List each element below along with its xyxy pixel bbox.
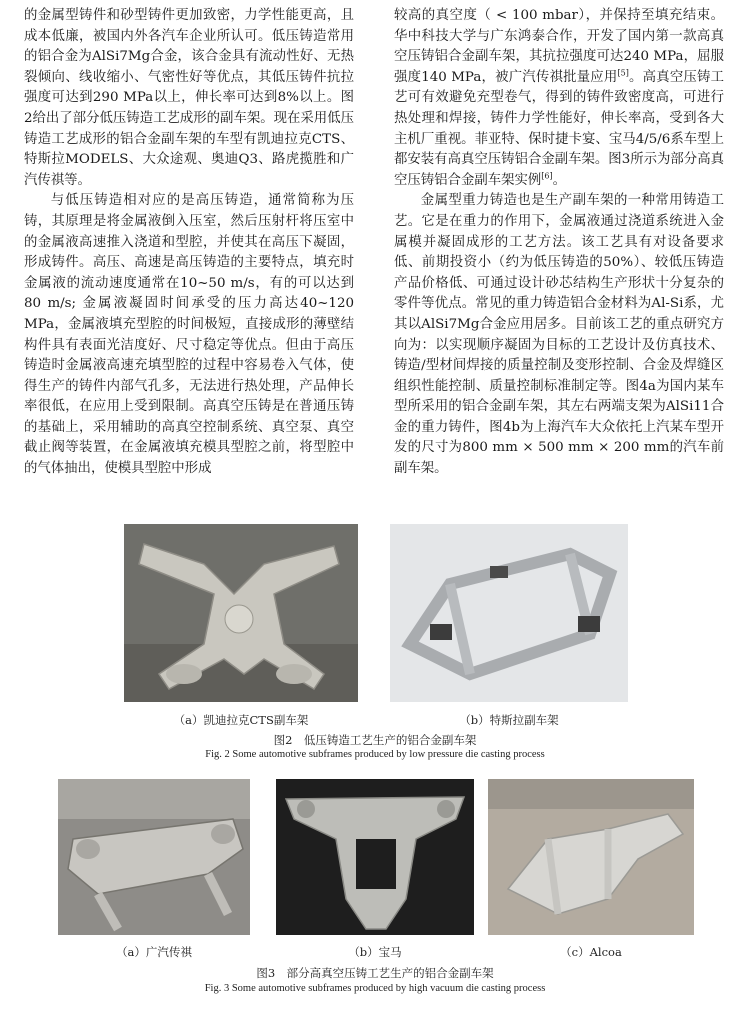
figure2b-photo: [390, 524, 628, 702]
citation-ref: [6]: [541, 171, 553, 181]
paragraph-text: 较高的真空度（ < 100 mbar），并保持至填充结束。华中科技大学与广东鸿泰合作，开发了国内第一款高真空压铸铝合金副车架，其抗拉强度可达240 MPa，屈服强度140 MPa，被广汽传祺批量应用: [394, 8, 724, 85]
paragraph-text: 。高真空压铸工艺可有效避免充型卷气，得到的铸件致密度高，可进行热处理和焊接，铸件力学性能好，伸长率高，受到各大主机厂重视。菲亚特、保时捷卡宴、宝马4/5/6系车型上都安装有高真空压铸铝合金副车架。图3所示为部分高真空压铸铝合金副车架实例: [394, 69, 724, 188]
tesla-subframe-image: [390, 524, 628, 702]
paragraph-text: 金属型重力铸造也是生产副车架的一种常用铸造工艺。它是在重力的作用下，金属液通过浇道系统进入金属模并凝固成形的工艺方法。该工艺具有对设备要求低、前期投资小（约为低压铸造的50%）、较低压铸造产品价格低、可通过设计砂芯结构生产形状十分复杂的零件等优点。常见的重力铸造铝合金材料为Al-Si系，尤其以AlSi7Mg合金应用居多。目前该工艺的重点研究方向为：以实现顺序凝固为目标的工艺设计及仿真技术、铸造/型材间焊接的质量控制及变形控制、合金及焊缝区组织性能控制、质量控制标准制定等。图4a为国内某车型所采用的铝合金副车架，其左右两端支架为AlSi11合金的重力铸件，图4b为上海汽车大众依托上汽某车型开发的尺寸为800 mm × 500 mm × 200 mm的汽车前副车架。: [394, 193, 724, 477]
figure2-caption-cn: 图2 低压铸造工艺生产的铝合金副车架: [273, 733, 477, 747]
gac-trumpchi-subframe-image: [58, 779, 250, 935]
left-text-column: [24, 6, 354, 480]
cadillac-cts-subframe-image: [124, 524, 358, 702]
paragraph: [394, 6, 724, 191]
paragraph: 与低压铸造相对应的是高压铸造，通常简称为压铸，其原理是将金属液倒入压室，然后压射杆将压室中的金属液高速推入浇道和型腔，并使其在高压下凝固，形成铸件。高压、高速是高压铸造的主要特点，填充时金属液的流动速度通常在10~50 m/s，有的可以达到80 m/s; 金属液凝固时间承受的压力高达40~120 MPa，金属液填充型腔的时间极短，直接成形的薄壁结构件具有表面光洁度好、尺寸稳定等优点。但由于高压铸造时金属液高速充填型腔的过程中容易卷入气体，使得生产的铸件内部气孔多，无法进行热处理，产品伸长率很低，在应用上受到限制。高真空压铸是在普通压铸的基础上，采用辅助的高真空控制系统、真空泵、真空截止阀等装置，在金属液填充模具型腔之前，将型腔中的气体抽出，使模具型腔中形成: [24, 193, 354, 477]
figure3a-caption: （a）广汽传祺: [116, 945, 192, 959]
right-text-column: [394, 6, 724, 480]
citation-ref: [5]: [617, 68, 629, 78]
figure2a-photo: [124, 524, 358, 702]
figure2a-caption: （a）凯迪拉克CTS副车架: [173, 713, 309, 727]
figure3a-photo: [58, 779, 250, 935]
figure3b-caption: （b）宝马: [348, 945, 402, 959]
paragraph: 的金属型铸件和砂型铸件更加致密，力学性能更高，且成本低廉，被国内外各汽车企业所认可。低压铸造常用的铝合金为AlSi7Mg合金，该合金具有流动性好、无热裂倾向、线收缩小、气密性好等优点，其低压铸件抗拉强度可达到290 MPa以上，伸长率可达到8%以上。图2给出了部分低压铸造工艺成形的副车架。现在采用低压铸造工艺成形的铝合金副车架的车型有凯迪拉克CTS、特斯拉MODELS、大众途观、奥迪Q3、路虎揽胜和广汽传祺等。: [24, 8, 354, 188]
alcoa-subframe-image: [488, 779, 694, 935]
figure3c-caption: （c）Alcoa: [560, 945, 622, 959]
paragraph: [394, 191, 724, 479]
figure3b-photo: [276, 779, 474, 935]
figure3-caption-en: Fig. 3 Some automotive subframes produced by high vacuum die casting process: [204, 983, 546, 994]
figure3-caption-cn: 图3 部分高真空压铸工艺生产的铝合金副车架: [256, 966, 494, 980]
figure3c-photo: [488, 779, 694, 935]
figure2b-caption: （b）特斯拉副车架: [459, 713, 559, 727]
bmw-subframe-image: [276, 779, 474, 935]
figure2-caption-en: Fig. 2 Some automotive subframes produced by low pressure die casting process: [205, 749, 545, 760]
paragraph-text: 。: [552, 172, 567, 188]
